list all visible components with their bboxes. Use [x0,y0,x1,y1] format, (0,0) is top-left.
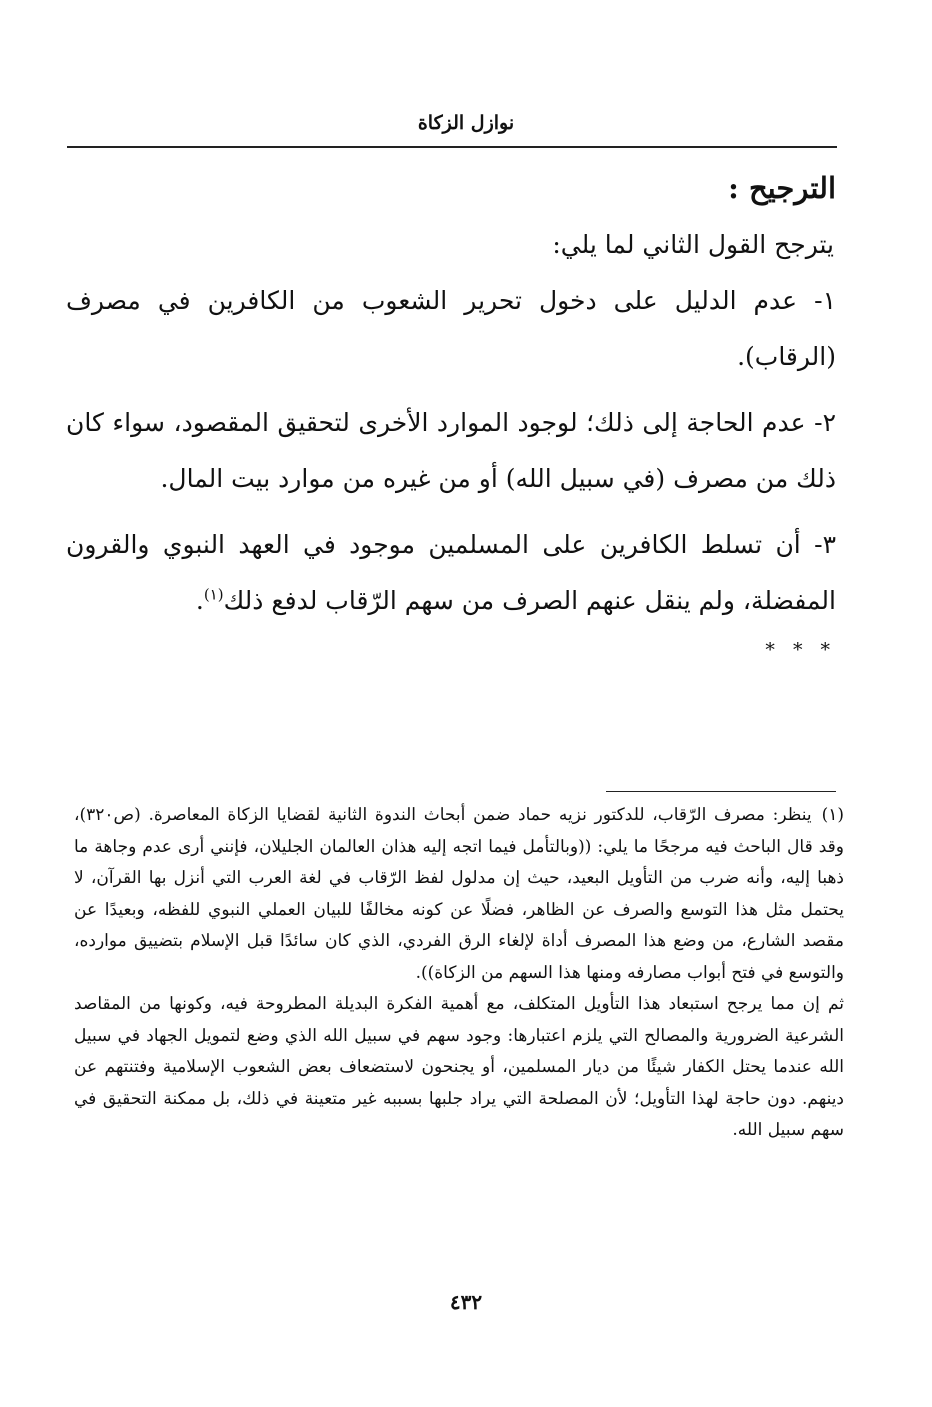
page-number: ٤٣٢ [449,1290,483,1314]
reason-item-3-end: . [195,586,204,615]
footnote-1-paragraph-1: ينظر: مصرف الرّقاب، للدكتور نزيه حماد ضمن أبحاث الندوة الثانية لقضايا الزكاة المعاصرة. (ص٣٢٠)، وقد قال الباحث فيه مرجحًا ما يلي: ((وبالتأمل فيما اتجه إليه هذان العالمان الجليلان، فإنني أرى عدم وجاهة ما ذهبا إليه، وأنه ضرب من التأويل البعيد، حيث إن مدلول لفظ الرّقاب في لغة العرب التي أنزل بها القرآن، لا يحتمل مثل هذا التوسع والصرف عن الظاهر، فضلًا عن كونه مخالفًا للبيان العملي النبوي للفظه، وبعيدًا عن مقصد الشارع، من وضع هذا المصرف أداة لإلغاء الرق الفردي، الذي كان سائدًا قبل الإسلام بتضييق موارده، والتوسع في فتح أبواب مصارفه ومنها هذا السهم من الزكاة)). [74,805,844,983]
footnote-1 [74,800,844,989]
main-text [66,165,836,667]
reason-item-1: ١- عدم الدليل على دخول تحرير الشعوب من الكافرين في مصرف (الرقاب). [66,286,836,371]
section-title: الترجيح : [728,171,836,205]
footnote-rule [606,791,836,792]
footnotes [74,800,844,1147]
running-header-title: نوازل الزكاة [417,112,515,134]
footnote-reference[interactable]: (١) [203,585,224,604]
reason-item-3-text: ٣- أن تسلط الكافرين على المسلمين موجود في العهد النبوي والقرون المفضلة، ولم ينقل عنهم الصرف من سهم الرّقاب لدفع ذلك [66,530,836,615]
section-separator: * * * [765,639,836,661]
reason-item-2: ٢- عدم الحاجة إلى ذلك؛ لوجود الموارد الأخرى لتحقيق المقصود، سواء كان ذلك من مصرف (في سبيل الله) أو من غيره من موارد بيت المال. [66,408,836,493]
header-rule [67,146,837,148]
footnote-1-paragraph-2: ثم إن مما يرجح استبعاد هذا التأويل المتكلف، مع أهمية الفكرة البديلة المطروحة فيه، وكونها من المقاصد الشرعية الضرورية والمصالح التي يلزم اعتبارها: وجود سهم في سبيل الله الذي وضع لتمويل الجهاد في سبيل الله عندما يحتل الكفار شيئًا من ديار المسلمين، أو يجنحون لاستضعاف بعض الشعوب الإسلامية وفتنتهم عن دينهم. دون حاجة لهذا التأويل؛ لأن المصلحة التي يراد جلبها بسببه غير متعينة في ذلك، بل ممكنة التحقيق في سهم سبيل الله. [74,994,844,1140]
lead-sentence: يترجح القول الثاني لما يلي: [552,230,834,259]
footnote-marker: (١) [821,805,844,825]
reason-item-3 [66,517,836,629]
